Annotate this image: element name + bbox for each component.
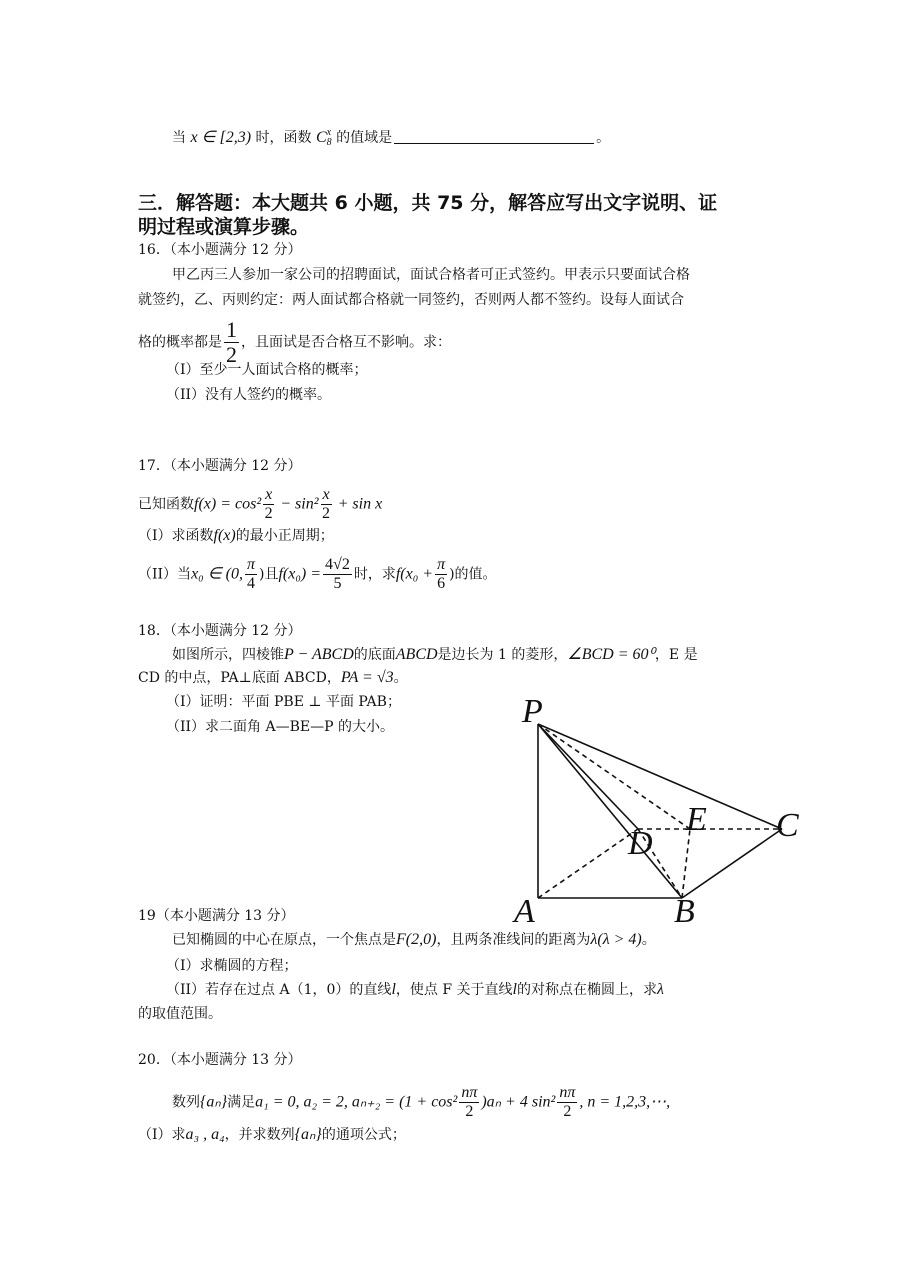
q17-ii-cond: x₀ ∈ (0, bbox=[191, 565, 243, 583]
q16-part-ii: （II）没有人签约的概率。 bbox=[166, 387, 332, 403]
q17-ii-post: )的值。 bbox=[449, 566, 497, 583]
q19-focus: F(2,0) bbox=[396, 931, 437, 948]
q17-frac-num-b: x bbox=[322, 486, 330, 503]
q16-part-i: （I）至少一人面试合格的概率； bbox=[166, 362, 368, 378]
q19-line-l: l bbox=[391, 981, 396, 998]
q15-func-base: C bbox=[315, 129, 327, 146]
q17-f-end: + sin x bbox=[333, 495, 383, 513]
q15-suffix: 的值域是 bbox=[336, 130, 393, 146]
q16-para3-pre: 格的概率都是 bbox=[138, 334, 222, 351]
q15-prefix: 当 bbox=[172, 130, 186, 146]
q18-part-i: （I）证明：平面 PBE ⊥ 平面 PAB； bbox=[166, 694, 401, 710]
edge-pd bbox=[538, 724, 638, 829]
q17-header: 17．（本小题满分 12 分） bbox=[138, 458, 302, 474]
q16-frac-den: 2 bbox=[226, 342, 237, 367]
q20-mid: )aₙ + 4 sin² bbox=[481, 1093, 556, 1111]
q20-p1-b: 满足 bbox=[227, 1094, 256, 1111]
q17-ii-and: )且 bbox=[259, 566, 279, 583]
q17-pi6-num: π bbox=[437, 556, 446, 573]
edge-bc bbox=[682, 829, 782, 898]
q17-intro: 已知函数 bbox=[138, 496, 194, 513]
q20-i-c: 的通项公式； bbox=[321, 1127, 406, 1143]
q19-line-l-2: l bbox=[512, 981, 517, 998]
q17-frac-x2-b bbox=[321, 486, 332, 523]
q20-part-i bbox=[138, 1125, 406, 1145]
q18-perp: ⊥ bbox=[238, 670, 252, 686]
edge-be bbox=[682, 829, 690, 898]
q17-frac-val bbox=[323, 556, 352, 593]
q20-end: , n = 1,2,3,⋯, bbox=[579, 1093, 671, 1111]
q18-pa: PA = √3 bbox=[340, 669, 394, 686]
vertex-label-a: A bbox=[514, 893, 535, 930]
q20-i-seq: {aₙ} bbox=[294, 1126, 322, 1143]
q17-frac-pi4 bbox=[245, 556, 257, 593]
q20-seq: {aₙ} bbox=[200, 1093, 228, 1111]
q15-func-sub: 8 bbox=[326, 137, 332, 149]
vertex-label-b: B bbox=[674, 893, 695, 930]
q17-i-post: 的最小正周期； bbox=[235, 528, 334, 544]
q18-base: ABCD bbox=[395, 646, 438, 663]
q17-function-line bbox=[138, 486, 382, 523]
pyramid-figure bbox=[510, 690, 810, 930]
q18-p2-b: 底面 ABCD， bbox=[251, 670, 341, 686]
q19-ii-b: ，使点 F 关于直线 bbox=[395, 982, 513, 998]
q15-function bbox=[315, 127, 332, 149]
q19-p1-a: 已知椭圆的中心在原点，一个焦点是 bbox=[172, 932, 396, 948]
q17-frac-pi6 bbox=[435, 556, 447, 593]
q18-p2-a: CD 的中点，PA bbox=[138, 670, 239, 686]
q17-frac-num-a: x bbox=[265, 486, 273, 503]
q17-val-den: 5 bbox=[333, 575, 342, 592]
q15-line bbox=[172, 128, 610, 148]
q19-part-ii-cont: 的取值范围。 bbox=[138, 1006, 222, 1022]
q17-ii-when: 时，求 bbox=[353, 566, 396, 583]
q16-para3-post: ，且面试是否合格互不影响。求： bbox=[241, 334, 451, 351]
vertex-label-d: D bbox=[628, 825, 653, 862]
q15-func-sup: x bbox=[326, 127, 332, 139]
q19-p1-b: ，且两条准线间的距离为 bbox=[436, 932, 591, 948]
section-heading-line1: 三．解答题：本大题共 6 小题，共 75 分，解答应写出文字说明、证 bbox=[138, 192, 718, 214]
q15-end: 。 bbox=[596, 130, 611, 146]
q18-part-ii: （II）求二面角 A—BE—P 的大小。 bbox=[166, 719, 394, 735]
q17-frac-den-b: 2 bbox=[322, 505, 331, 522]
q20-frac-b bbox=[557, 1084, 577, 1121]
section-heading-line2: 明过程或演算步骤。 bbox=[138, 216, 310, 238]
q17-i-pre: （I）求函数 bbox=[138, 528, 214, 544]
q17-val-num: 4√2 bbox=[325, 556, 350, 573]
q17-f-mid: − sin² bbox=[276, 495, 319, 513]
q19-ii-a: （II）若存在过点 A（1，0）的直线 bbox=[166, 982, 392, 998]
q20-header: 20．（本小题满分 13 分） bbox=[138, 1052, 302, 1068]
q17-part-ii bbox=[138, 556, 497, 593]
q19-part-i: （I）求椭圆的方程； bbox=[166, 958, 298, 974]
q17-pi4-den: 4 bbox=[247, 575, 255, 592]
q20-frac-b-den: 2 bbox=[563, 1103, 572, 1120]
vertex-label-e: E bbox=[686, 801, 707, 838]
q18-para1 bbox=[172, 645, 698, 665]
q18-p1-c: 是边长为 1 的菱形， bbox=[437, 647, 568, 663]
q16-header: 16．（本小题满分 12 分） bbox=[138, 242, 302, 258]
q20-frac-a-num: nπ bbox=[461, 1084, 478, 1101]
q18-p1-d: ，E 是 bbox=[654, 647, 698, 663]
q17-i-f: f(x) bbox=[213, 527, 236, 544]
q18-p1-a: 如图所示，四棱锥 bbox=[172, 647, 284, 663]
q16-para1: 甲乙丙三人参加一家公司的招聘面试，面试合格者可正式签约。甲表示只要面试合格 bbox=[172, 267, 690, 283]
q20-i-a: （I）求 bbox=[138, 1127, 186, 1143]
q15-condition: x ∈ [2,3) bbox=[190, 129, 252, 146]
edge-pe bbox=[538, 724, 690, 829]
q17-frac-den-a: 2 bbox=[264, 505, 273, 522]
q18-pyramid: P − ABCD bbox=[284, 646, 354, 663]
q17-pi4-num: π bbox=[247, 556, 256, 573]
q20-p1-a: 数列 bbox=[172, 1094, 200, 1111]
answer-blank bbox=[394, 129, 594, 144]
q16-frac-num: 1 bbox=[226, 317, 237, 342]
edge-pb bbox=[538, 724, 682, 898]
q18-angle: ∠BCD = 60⁰ bbox=[567, 646, 655, 663]
q17-ii-pre: （II）当 bbox=[138, 566, 192, 583]
q19-lam: λ bbox=[656, 981, 664, 998]
q20-frac-a bbox=[459, 1084, 479, 1121]
q15-mid: 时，函数 bbox=[255, 130, 312, 146]
q20-eq: a₁ = 0, a₂ = 2, aₙ₊₂ = (1 + cos² bbox=[255, 1093, 458, 1111]
q20-i-vals: a₃ , a₄ bbox=[185, 1126, 225, 1143]
q19-header: 19（本小题满分 13 分） bbox=[138, 908, 295, 924]
q20-i-b: ，并求数列 bbox=[224, 1127, 295, 1143]
q17-part-i bbox=[138, 526, 334, 546]
q20-frac-b-num: nπ bbox=[559, 1084, 576, 1101]
q18-header: 18．（本小题满分 12 分） bbox=[138, 623, 302, 639]
q20-para1 bbox=[172, 1084, 670, 1121]
q20-frac-a-den: 2 bbox=[465, 1103, 474, 1120]
q17-ii-fx: f(x₀) = bbox=[278, 565, 322, 583]
q17-ii-f2: f(x₀ + bbox=[395, 565, 434, 583]
q17-f-lhs: f(x) = cos² bbox=[194, 495, 262, 513]
q17-frac-x2-a bbox=[263, 486, 274, 523]
q16-para2: 就签约，乙、丙则约定：两人面试都合格就一同签约，否则两人都不签约。设每人面试合 bbox=[138, 292, 684, 308]
q19-ii-c: 的对称点在椭圆上，求 bbox=[516, 982, 657, 998]
q19-p1-c: 。 bbox=[641, 932, 656, 948]
edge-pc bbox=[538, 724, 782, 829]
edge-ad bbox=[538, 829, 638, 898]
vertex-label-c: C bbox=[776, 807, 799, 844]
q18-para2 bbox=[138, 668, 408, 688]
q18-p1-b: 的底面 bbox=[353, 647, 396, 663]
q19-lambda: λ(λ > 4) bbox=[590, 931, 642, 948]
q18-p2-c: 。 bbox=[393, 670, 408, 686]
q19-para1 bbox=[172, 930, 656, 950]
q19-part-ii bbox=[166, 980, 664, 1000]
q17-pi6-den: 6 bbox=[437, 575, 446, 592]
vertex-label-p: P bbox=[522, 693, 543, 730]
